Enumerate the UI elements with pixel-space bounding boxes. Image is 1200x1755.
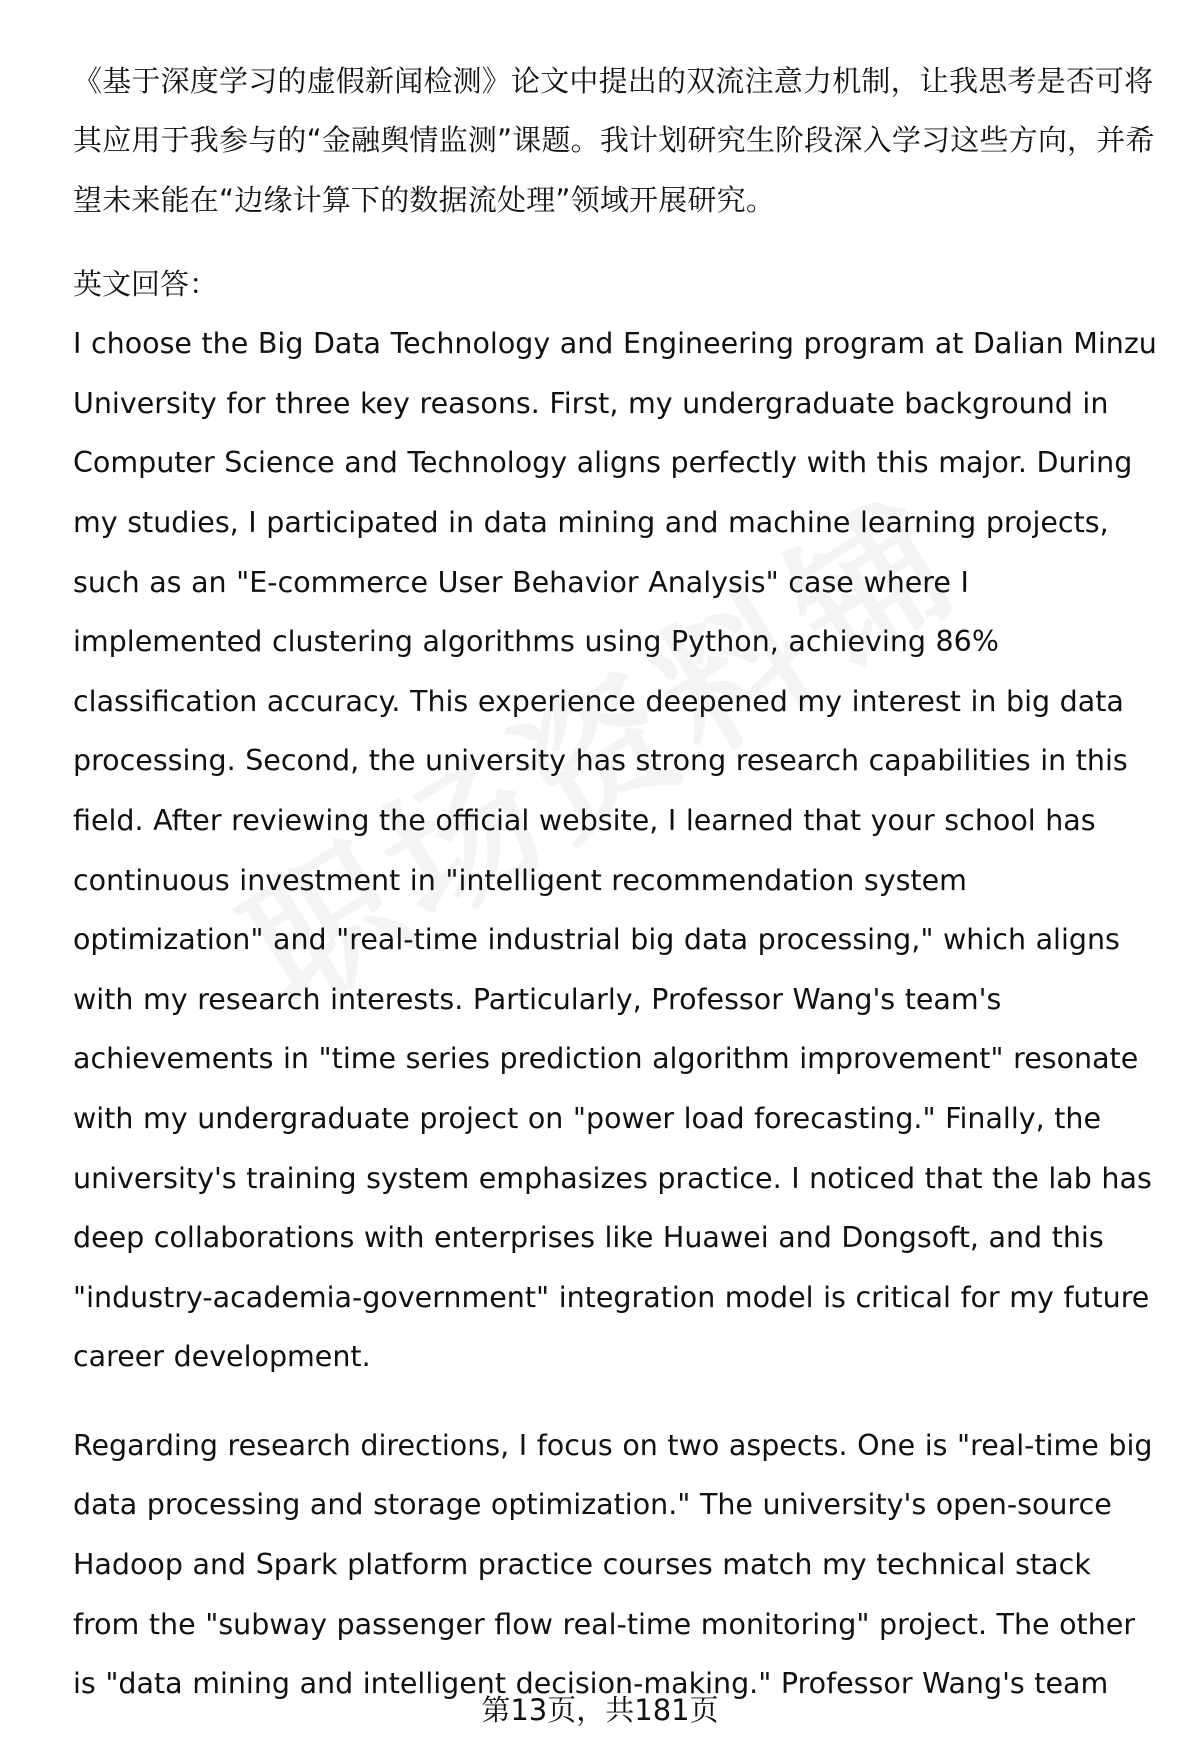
section-label: 英文回答： <box>73 266 219 301</box>
page-indicator: 第13页，共181页 <box>481 1693 719 1727</box>
intro-paragraph: 《基于深度学习的虚假新闻检测》论文中提出的双流注意力机制，让我思考是否可将其应用于我参与的“金融舆情监测”课题。我计划研究生阶段深入学习这些方向，并希望未来能在“边缘计算下的数据流处理”领域开展研究。 <box>73 64 1155 217</box>
english-paragraph-1: I choose the Big Data Technology and Engineering program at Dalian Minzu University for three key reasons. First, my undergraduate background in Computer Science and Technology aligns perfectly with this major. During my studies, I participated in data mining and machine learning projects, such as an "E-commerce User Behavior Analysis" case where I implemented clustering algorithms using Python, achieving 86% classification accuracy. This experience deepened my interest in big data processing. Second, the university has strong research capabilities in this field. After reviewing the official website, I learned that your school has continuous investment in "intelligent recommendation system optimization" and "real-time industrial big data processing," which aligns with my research interests. Particularly, Professor Wang's team's achievements in "time series prediction algorithm improvement" resonate with my undergraduate project on "power load forecasting." Finally, the university's training system emphasizes practice. I noticed that the lab has deep collaborations with enterprises like Huawei and Dongsoft, and this "industry-academia-government" integration model is critical for my future career development. <box>73 327 1157 1374</box>
document-body <box>73 52 1163 1714</box>
english-paragraph-2: Regarding research directions, I focus on two aspects. One is "real-time big data processing and storage optimization." The university's open-source Hadoop and Spark platform practice courses match my technical stack from the "subway passenger flow real-time monitoring" project. The other is "data mining and intelligent decision-making." Professor Wang's team <box>73 1428 1153 1701</box>
